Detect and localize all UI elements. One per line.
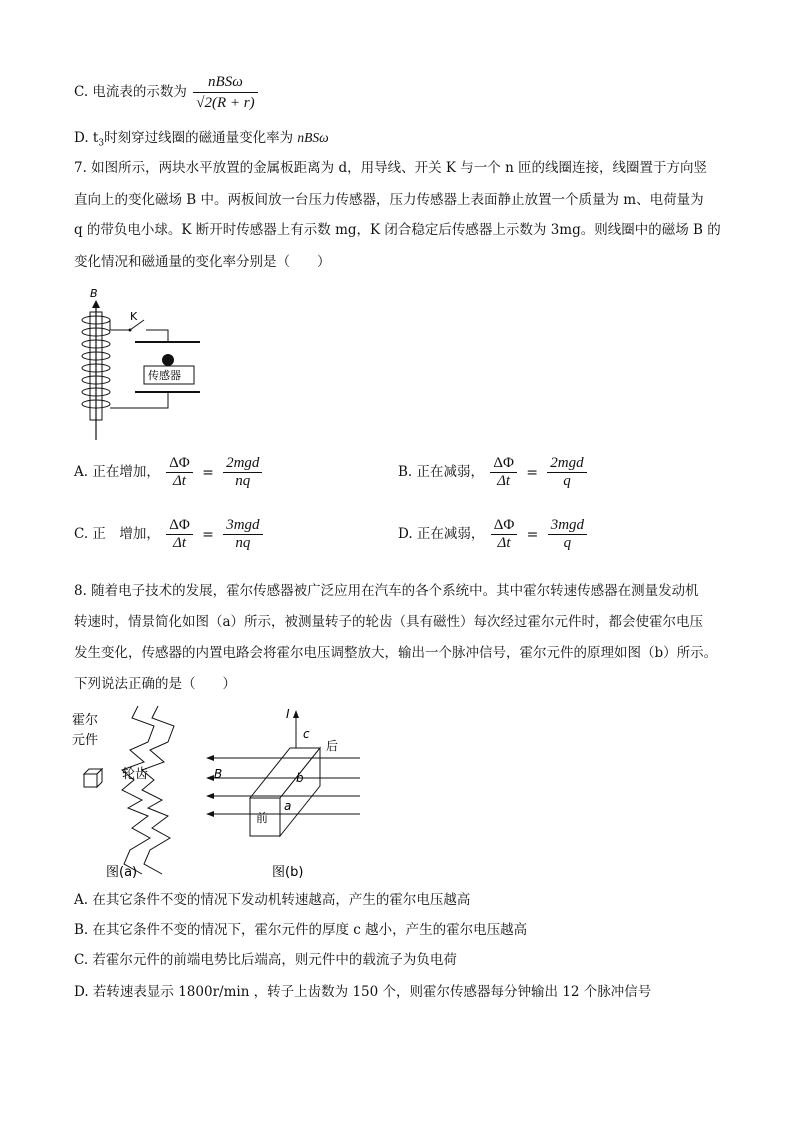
q8-a-label: a — [284, 799, 292, 813]
q7-option-a — [74, 455, 264, 490]
q7-option-a-label: A. 正在增加， — [74, 464, 160, 480]
q7-option-a-rnum: 2mgd — [226, 455, 260, 471]
q7-option-c-num: ΔΦ — [169, 517, 190, 533]
q8-c-label: c — [303, 727, 310, 741]
q7-option-d-eq: = — [526, 526, 539, 543]
q7-charged-ball — [162, 354, 174, 366]
q8-gear-label: 轮齿 — [122, 767, 149, 782]
q7-option-b-label: B. 正在减弱， — [398, 464, 485, 480]
q8-option-d: D. 若转速表显示 1800r/min ，转子上齿数为 150 个，则霍尔传感器每分钟输出 12 个脉冲信号 — [74, 984, 652, 1000]
q7-option-a-rden: nq — [223, 472, 262, 490]
q7-wire-top-left — [110, 320, 130, 330]
q7-option-a-eq: = — [202, 464, 214, 481]
q8-figure-b — [200, 700, 380, 882]
q8-b-label: b — [296, 771, 304, 785]
q6-option-d-text: 时刻穿过线圈的磁通量变化率为 — [104, 130, 298, 146]
q7-b-label: B — [90, 287, 98, 300]
q7-option-d-rden: q — [548, 534, 587, 552]
q7-option-b-rden: q — [547, 472, 586, 490]
q6-option-d-prefix: D. t — [74, 130, 99, 146]
q7-k-label: K — [130, 310, 138, 323]
q8-option-a: A. 在其它条件不变的情况下发动机转速越高，产生的霍尔电压越高 — [74, 892, 471, 908]
q7-line-2: 直向上的变化磁场 B 中。两板间放一台压力传感器，压力传感器上表面静止放置一个质量为 m、电荷量为 — [74, 192, 704, 208]
q8-line-1: 8. 随着电子技术的发展，霍尔传感器被广泛应用在汽车的各个系统中。其中霍尔转速传感器在测量发动机 — [74, 583, 699, 599]
q8-i-label: I — [286, 707, 290, 721]
q7-option-c-label: C. 正 增加， — [74, 526, 160, 542]
q7-option-a-den: Δt — [166, 472, 193, 490]
q7-option-c-rden: nq — [223, 534, 262, 552]
q7-b-arrowhead — [92, 300, 100, 308]
q7-circuit-figure — [60, 282, 220, 442]
q8-line-4: 下列说法正确的是（ ） — [74, 676, 236, 692]
q8-hall-label-2: 元件 — [72, 733, 99, 748]
q8-current-arrowhead — [293, 710, 299, 718]
q8-b-field-arrowheads — [206, 755, 214, 817]
q8-option-b: B. 在其它条件不变的情况下，霍尔元件的厚度 c 越小，产生的霍尔电压越高 — [74, 922, 528, 938]
q6-option-c-prefix: C. 电流表的示数为 — [74, 84, 187, 100]
q7-option-d-num: ΔΦ — [493, 517, 515, 533]
q7-option-d — [398, 517, 589, 552]
q7-option-c-eq: = — [202, 526, 214, 543]
q8-figure-a — [70, 704, 180, 882]
q7-line-3: q 的带负电小球。K 断开时传感器上有示数 mg，K 闭合稳定后传感器上示数为 3mg。则线圈中的磁场 B 的 — [74, 222, 721, 238]
q7-line-4: 变化情况和磁通量的变化率分别是（ ） — [74, 254, 331, 270]
q7-wire-top-right — [146, 330, 168, 342]
q7-option-d-label: D. 正在减弱， — [398, 526, 485, 542]
q8-option-c: C. 若霍尔元件的前端电势比后端高，则元件中的载流子为负电荷 — [74, 952, 457, 968]
q8-figure-a-caption: 图(a) — [106, 865, 138, 880]
q6-option-c — [74, 72, 260, 113]
q6-option-d-value: nBSω — [297, 130, 329, 145]
q7-option-c-rnum: 3mgd — [226, 517, 260, 533]
q6-option-d — [74, 128, 329, 154]
q7-option-b-eq: = — [526, 464, 538, 481]
q8-b-field-label: B — [214, 767, 223, 781]
q8-hall-element-cube — [84, 769, 102, 787]
q6-option-c-numerator: nBSω — [208, 74, 243, 90]
q7-option-b — [398, 455, 589, 490]
q8-figure-b-caption: 图(b) — [272, 865, 304, 880]
q7-option-c-den: Δt — [166, 534, 193, 552]
q7-option-b-rnum: 2mgd — [550, 455, 584, 471]
q6-option-d-subscript: 3 — [98, 138, 105, 149]
q8-hall-label-1: 霍尔 — [72, 713, 99, 728]
q7-switch-pivot — [129, 329, 132, 332]
q8-gear-back-edge — [142, 706, 174, 874]
q7-option-c — [74, 517, 265, 552]
q6-option-c-fraction — [193, 72, 257, 113]
q7-option-b-num: ΔΦ — [493, 455, 514, 471]
q7-option-d-den: Δt — [491, 534, 518, 552]
q8-front-label: 前 — [256, 811, 269, 825]
q8-gear-teeth — [122, 706, 154, 874]
q7-option-b-den: Δt — [490, 472, 517, 490]
q8-line-2: 转速时，情景简化如图（a）所示，被测量转子的轮齿（具有磁性）每次经过霍尔元件时，都会使霍尔电压 — [74, 614, 704, 630]
q7-sensor-label: 传感器 — [148, 369, 181, 382]
q7-option-d-rnum: 3mgd — [550, 517, 585, 533]
q7-wire-bottom — [110, 392, 168, 408]
q7-line-1: 7. 如图所示，两块水平放置的金属板距离为 d，用导线、开关 K 与一个 n 匝的线圈连接，线圈置于方向竖 — [74, 160, 708, 176]
q7-option-a-num: ΔΦ — [169, 455, 190, 471]
q8-back-label: 后 — [326, 739, 339, 753]
q8-line-3: 发生变化，传感器的内置电路会将霍尔电压调整放大，输出一个脉冲信号，霍尔元件的原理如图（b）所示。 — [74, 645, 718, 661]
q6-option-c-denominator: √2(R + r) — [193, 92, 257, 113]
